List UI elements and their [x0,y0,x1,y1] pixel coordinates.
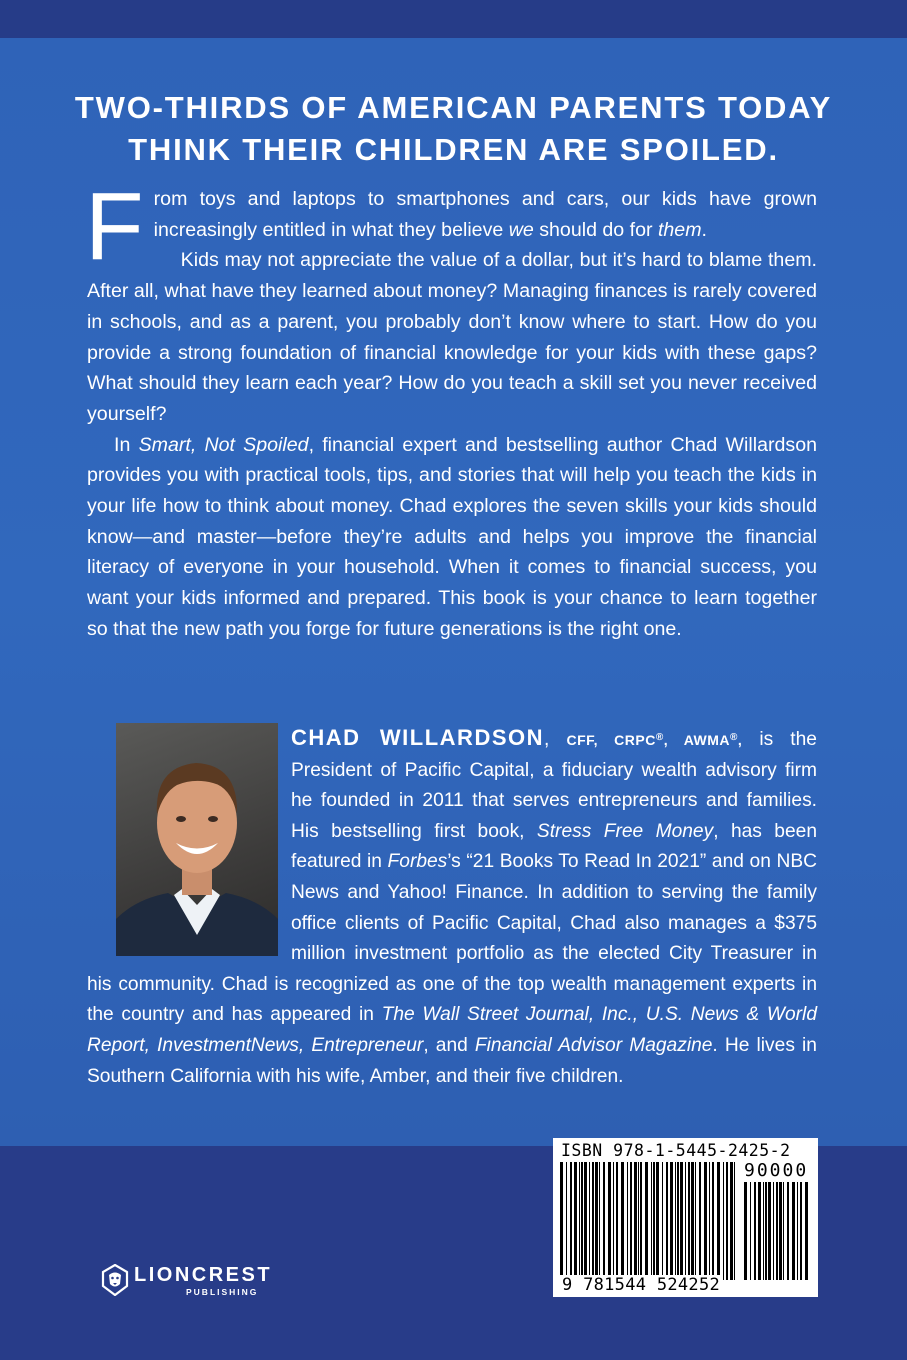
barcode-bar [581,1162,583,1280]
barcode-bar [566,1162,567,1280]
barcode-bar [574,1162,577,1280]
barcode-bar [638,1162,639,1280]
photo-text-spacer [87,723,291,961]
blurb-paragraph-2: Kids may not appreciate the value of a dollar, but it’s hard to blame them. After all, what have they learned about money? Managing finances is rarely covered in schools, and as a parent, you probably don’t know where to start. How do you provide a strong foundation of financial knowledge for your kids with these gaps? What should they learn each year? How do you teach a skill set you never received yourself? [87,249,817,425]
blurb-paragraph-3 [87,430,817,645]
barcode-bar [787,1182,789,1280]
barcode-bar [630,1162,632,1280]
lion-head-icon [100,1264,130,1296]
barcode-bar [579,1162,580,1280]
barcode-bar [750,1182,751,1280]
bio-text-a: is the President of Pacific Capital, a fiduciary wealth advisory firm he founded in 2011 that serves entrepreneurs and families. His bestselling first book, [291,729,817,842]
barcode-bar [688,1162,690,1280]
barcode-bar [608,1162,611,1280]
barcode-bar [730,1162,733,1280]
book-blurb [85,173,817,645]
blurb-p1-text-b: should do for [533,218,658,241]
barcode-bar [640,1162,642,1280]
barcode-bar [717,1162,720,1280]
credential-awma: , AWMA [663,732,731,748]
barcode-bar [589,1162,590,1280]
barcode-bar [613,1162,614,1280]
barcode-bar [662,1162,663,1280]
barcode-bar [800,1182,802,1280]
bio-text-b: , has been featured in [291,820,817,873]
barcode-bar [653,1162,655,1280]
barcode-bar [656,1162,659,1280]
barcode-bar [779,1182,782,1280]
book-title: Smart, Not Spoiled [138,433,309,456]
barcode-bar [754,1182,756,1280]
barcode-bar [670,1162,673,1280]
barcode-bar [677,1162,679,1280]
barcode-bar [592,1162,594,1280]
barcode-bar [695,1162,696,1280]
barcode-bar [699,1162,701,1280]
barcode-bar [570,1162,572,1280]
barcode-bar [773,1182,774,1280]
bio-publications-2: Financial Advisor Magazine [474,1034,713,1056]
ean-number: 9 781544 524252 [559,1275,723,1295]
blurb-p1-them: them [657,218,702,241]
drop-cap: F [85,173,144,280]
barcode-bar [726,1162,728,1280]
barcode-bar [603,1162,605,1280]
publisher-subtitle: PUBLISHING [186,1287,259,1297]
barcode-bar [584,1162,587,1280]
barcode-bar [621,1162,624,1280]
barcode-bar [723,1162,724,1280]
barcode-bar [595,1162,598,1280]
author-credentials [566,732,742,748]
barcode-bar [709,1162,710,1280]
headline-line-2: THINK THEIR CHILDREN ARE SPOILED. [128,132,779,167]
publisher-logo [100,1262,290,1298]
barcode-bar [645,1162,648,1280]
blurb-p1-text-c: . [701,218,707,241]
barcode-bar [712,1162,714,1280]
blurb-p1-we: we [508,218,534,241]
ean-barcode-icon [560,1162,736,1280]
author-name-comma: , [544,729,550,750]
blurb-p3-text-b: , financial expert and bestselling author Chad Willardson provides you with practical tools, tips, and stories that will help you teach the kids in your life how to think about money. Chad explores the seven skills your kids should know—and master—before they’re adults and helps you improve the financial literacy of everyone in your household. When it comes to financial success, you want your kids informed and prepared. This book is your chance to learn together so that the new path you forge for future generations is the right one. [87,433,817,640]
barcode-bar [758,1182,761,1280]
barcode-bar [666,1162,668,1280]
bio-forbes: Forbes [387,851,448,873]
top-band [0,0,907,38]
credential-comma: , [737,732,743,748]
barcode-bar [634,1162,637,1280]
bio-text-d: , and [423,1034,475,1056]
author-bio [87,723,817,1092]
barcode-bar [560,1162,563,1280]
barcode-bar [685,1162,686,1280]
barcode-box [553,1138,818,1297]
addon-number: 90000 [744,1160,809,1181]
barcode-bar [616,1162,618,1280]
barcode-bar [599,1162,600,1280]
bio-publications-1: The Wall Street Journal, Inc., U.S. News & World Report, InvestmentNews, Entrepreneur [87,1004,817,1056]
author-name: CHAD WILLARDSON [291,725,545,750]
barcode-bar [691,1162,694,1280]
barcode-bar [776,1182,778,1280]
bio-book-title: Stress Free Money [536,820,714,842]
barcode-bar [765,1182,767,1280]
publisher-name: LIONCREST [134,1264,273,1286]
addon-barcode-icon [744,1182,810,1280]
isbn-text: ISBN 978-1-5445-2425-2 [561,1141,791,1160]
barcode-bar [763,1182,764,1280]
barcode-bar [797,1182,798,1280]
barcode-bar [792,1182,795,1280]
barcode-bar [768,1182,771,1280]
barcode-bar [805,1182,808,1280]
registered-mark: ® [655,732,664,743]
bio-text-e: . He lives in Southern California with his wife, Amber, and their five children. [87,1034,817,1087]
barcode-bar [627,1162,628,1280]
registered-mark: ® [730,732,738,743]
headline-line-1: TWO-THIRDS OF AMERICAN PARENTS TODAY [74,90,833,125]
headline [40,87,867,171]
barcode-bar [675,1162,676,1280]
barcode-bar [783,1182,784,1280]
credential-cff-crpc: CFF, CRPC [566,732,656,748]
barcode-bar [734,1162,735,1280]
blurb-p3-text-a: In [114,433,139,456]
barcode-bar [680,1162,683,1280]
bio-text-c: ’s “21 Books To Read In 2021” and on NBC News and Yahoo! Finance. In addition to serving the family office clients of Pacific Capital, Chad also manages a $375 million investment portfolio as the elected City Treasurer in his community. Chad is recognized as one of the top wealth management experts in the country and has appeared in [87,851,817,1026]
barcode-bar [704,1162,707,1280]
barcode-bar [744,1182,747,1280]
blurb-paragraph-1 [85,173,817,280]
barcode-bar [651,1162,652,1280]
blurb-p1-text-a: rom toys and laptops to smartphones and cars, our kids have grown increasingly entitled in what they believe [153,188,817,241]
